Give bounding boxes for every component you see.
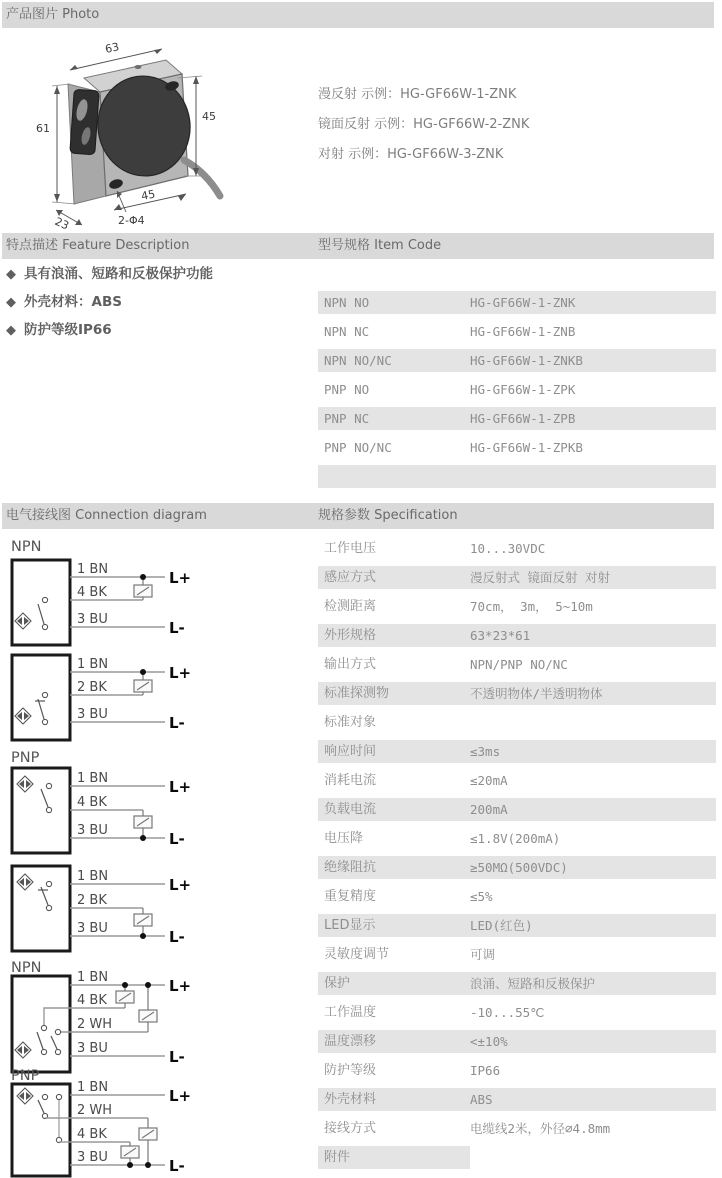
diamond-bullet-icon: ◆ bbox=[6, 295, 16, 310]
spec-label: 接线方式 bbox=[324, 1121, 377, 1136]
dimension-label-width: 63 bbox=[103, 40, 121, 56]
sensor-box bbox=[12, 655, 70, 740]
feature-item bbox=[6, 266, 306, 294]
item-code-row-empty bbox=[318, 465, 716, 488]
model-examples bbox=[318, 88, 529, 178]
wiring-diagram-pnp-nc bbox=[5, 860, 255, 960]
spec-row bbox=[318, 1030, 716, 1053]
diagram-type-label: NPN bbox=[11, 539, 42, 555]
terminal-plus-label: L+ bbox=[169, 664, 192, 682]
spec-row bbox=[318, 537, 716, 560]
item-code-type: PNP NO/NC bbox=[324, 440, 392, 455]
spec-row bbox=[318, 624, 716, 647]
spec-label: 工作电压 bbox=[324, 541, 377, 556]
wire-label: 1 BN bbox=[77, 562, 109, 577]
dim-arrow bbox=[70, 65, 78, 70]
feature-text: 具有浪涌、短路和反极保护功能 bbox=[24, 266, 213, 282]
terminal-minus-label: L- bbox=[169, 1048, 185, 1066]
spec-label: 外壳材料 bbox=[324, 1092, 377, 1107]
section-title-features: 特点描述 Feature Description bbox=[6, 238, 190, 253]
section-header-features-itemcode bbox=[2, 233, 714, 259]
spec-row bbox=[318, 682, 716, 705]
sensor-box bbox=[12, 976, 70, 1072]
spec-row bbox=[318, 885, 716, 908]
spec-label: 附件 bbox=[318, 1146, 470, 1169]
dimension-label-height: 61 bbox=[36, 122, 50, 135]
contact-terminal bbox=[41, 1049, 46, 1054]
terminal-minus-label: L- bbox=[169, 619, 185, 637]
dim-arrow bbox=[54, 194, 60, 202]
wire-label: 3 BU bbox=[77, 823, 108, 838]
spec-row bbox=[318, 943, 716, 966]
section-title-photo: 产品图片 Photo bbox=[6, 7, 100, 22]
spec-value: ≤3ms bbox=[470, 744, 501, 759]
spec-row bbox=[318, 972, 716, 995]
spec-row bbox=[318, 740, 716, 763]
terminal-minus-label: L- bbox=[169, 830, 185, 848]
item-code-type: NPN NO bbox=[324, 295, 370, 310]
contact-terminal bbox=[42, 719, 47, 724]
contact-terminal bbox=[46, 905, 51, 910]
terminal-plus-label: L+ bbox=[169, 876, 192, 894]
spec-row bbox=[318, 827, 716, 850]
dim-arrow bbox=[114, 204, 122, 210]
wire-label: 1 BN bbox=[77, 1080, 109, 1095]
contact-terminal bbox=[46, 783, 51, 788]
item-code-value: HG-GF66W-1-ZPKB bbox=[470, 440, 583, 455]
spec-label: 电压降 bbox=[324, 831, 364, 846]
contact-terminal bbox=[46, 881, 51, 886]
sensor-box bbox=[12, 560, 70, 645]
junction-dot bbox=[140, 574, 146, 580]
item-code-type: PNP NO bbox=[324, 382, 370, 397]
spec-label: 工作温度 bbox=[324, 1005, 377, 1020]
spec-value: 200mA bbox=[470, 802, 508, 817]
feature-list bbox=[6, 266, 306, 350]
wire-label: 2 BK bbox=[77, 680, 107, 695]
terminal-minus-label: L- bbox=[169, 928, 185, 946]
spec-value: 漫反射式 镜面反射 对射 bbox=[470, 570, 611, 585]
spec-label: 消耗电流 bbox=[324, 773, 377, 788]
terminal-plus-label: L+ bbox=[169, 977, 192, 995]
wire-label: 2 WH bbox=[77, 1017, 113, 1032]
dimension-label-depth: 23 bbox=[52, 214, 71, 233]
item-code-row bbox=[318, 349, 716, 372]
spec-row bbox=[318, 914, 716, 937]
spec-value: 电缆线2米，外径∅4.8mm bbox=[470, 1121, 611, 1136]
wiring-diagram-npn-no bbox=[5, 533, 255, 651]
junction-dot bbox=[122, 982, 128, 988]
feature-item bbox=[6, 322, 306, 350]
junction-dot bbox=[145, 1162, 151, 1168]
spec-label: 标准对象 bbox=[324, 715, 377, 730]
spec-value: ≤1.8V(200mA) bbox=[470, 831, 561, 846]
dimension-label-lens: 45 bbox=[202, 110, 216, 123]
spec-row bbox=[318, 798, 716, 821]
contact-terminal bbox=[46, 807, 51, 812]
wire-label: 3 BU bbox=[77, 612, 108, 627]
spec-label: 负载电流 bbox=[324, 802, 377, 817]
item-code-value: HG-GF66W-1-ZPK bbox=[470, 382, 576, 397]
spec-value: <±10% bbox=[470, 1034, 508, 1049]
spec-row bbox=[318, 653, 716, 676]
spec-value: LED(红色) bbox=[470, 918, 533, 933]
spec-label: 绝缘阻抗 bbox=[324, 860, 377, 875]
wire-label: 3 BU bbox=[77, 1150, 108, 1165]
dim-arrow bbox=[54, 86, 60, 94]
spec-value: 70cm， 3m， 5~10m bbox=[470, 599, 593, 614]
item-code-type: NPN NO/NC bbox=[324, 353, 392, 368]
dimension-label-span: 45 bbox=[140, 187, 157, 203]
spec-value: 63*23*61 bbox=[470, 628, 531, 643]
spec-row bbox=[318, 711, 716, 734]
contact-terminal bbox=[55, 1049, 60, 1054]
spec-row bbox=[318, 595, 716, 618]
item-code-type: NPN NC bbox=[324, 324, 370, 339]
item-code-row bbox=[318, 436, 716, 459]
wire-label: 3 BU bbox=[77, 707, 108, 722]
feature-text: 外壳材料：ABS bbox=[24, 294, 122, 310]
item-code-row bbox=[318, 407, 716, 430]
spec-row bbox=[318, 1117, 716, 1140]
dim-arrow bbox=[193, 76, 199, 84]
item-code-type: PNP NC bbox=[324, 411, 370, 426]
spec-value: 浪涌、短路和反极保护 bbox=[470, 976, 596, 991]
spec-row bbox=[318, 1001, 716, 1024]
dim-arrow bbox=[154, 49, 162, 54]
spec-value: 10...30VDC bbox=[470, 541, 546, 556]
spec-label: 重复精度 bbox=[324, 889, 377, 904]
spec-label: LED显示 bbox=[324, 918, 376, 933]
item-code-row bbox=[318, 320, 716, 343]
spec-label: 温度漂移 bbox=[324, 1034, 377, 1049]
contact-terminal bbox=[42, 597, 47, 602]
dim-ext bbox=[52, 84, 70, 86]
item-code-value: HG-GF66W-1-ZNK bbox=[470, 295, 576, 310]
item-code-value: HG-GF66W-1-ZPB bbox=[470, 411, 576, 426]
diagram-type-label: PNP bbox=[11, 750, 40, 766]
spec-value: ABS bbox=[470, 1092, 493, 1107]
model-example-through: 对射 示例：HG-GF66W-3-ZNK bbox=[318, 147, 504, 162]
wire-label: 4 BK bbox=[77, 1127, 107, 1142]
spec-label: 保护 bbox=[324, 976, 351, 991]
wiring-diagram-npn-4wire bbox=[5, 958, 255, 1078]
wire-label: 2 BK bbox=[77, 893, 107, 908]
spec-value: 不透明物体/半透明物体 bbox=[470, 686, 603, 701]
contact-terminal bbox=[42, 1094, 47, 1099]
diamond-bullet-icon: ◆ bbox=[6, 267, 16, 282]
section-title-itemcode: 型号规格 Item Code bbox=[318, 238, 442, 253]
contact-terminal bbox=[42, 624, 47, 629]
spec-row bbox=[318, 856, 716, 879]
spec-value: IP66 bbox=[470, 1063, 501, 1078]
section-title-connection: 电气接线图 Connection diagram bbox=[6, 508, 207, 523]
model-example-retro: 镜面反射 示例：HG-GF66W-2-ZNK bbox=[318, 117, 530, 132]
item-code-row bbox=[318, 291, 716, 314]
spec-value: ≤20mA bbox=[470, 773, 508, 788]
spec-label: 灵敏度调节 bbox=[324, 947, 390, 962]
diamond-bullet-icon: ◆ bbox=[6, 323, 16, 338]
top-hole bbox=[135, 65, 142, 69]
wire-label: 4 BK bbox=[77, 585, 107, 600]
junction-dot bbox=[127, 1162, 133, 1168]
contact-terminal bbox=[56, 1094, 61, 1099]
wire-label: 1 BN bbox=[77, 771, 109, 786]
section-header-photo bbox=[2, 2, 714, 28]
wire-label: 1 BN bbox=[77, 869, 109, 884]
junction-dot bbox=[140, 835, 146, 841]
wiring-diagram-pnp-no bbox=[5, 748, 255, 860]
spec-row bbox=[318, 1146, 716, 1169]
wire-label: 1 BN bbox=[77, 970, 109, 985]
spec-row bbox=[318, 566, 716, 589]
diagram-type-label: PNP bbox=[11, 1068, 40, 1084]
item-code-value: HG-GF66W-1-ZNB bbox=[470, 324, 576, 339]
spec-label: 输出方式 bbox=[324, 657, 377, 672]
spec-label: 响应时间 bbox=[324, 744, 377, 759]
contact-terminal bbox=[42, 692, 47, 697]
terminal-minus-label: L- bbox=[169, 1157, 185, 1175]
feature-item bbox=[6, 294, 306, 322]
terminal-minus-label: L- bbox=[169, 714, 185, 732]
spec-row bbox=[318, 1059, 716, 1082]
dimension-label-holes: 2-Φ4 bbox=[118, 214, 145, 227]
diagram-type-label: NPN bbox=[11, 960, 42, 976]
item-code-row bbox=[318, 378, 716, 401]
product-drawing bbox=[26, 34, 318, 236]
section-header-connection-spec bbox=[2, 503, 714, 529]
spec-label: 感应方式 bbox=[324, 570, 377, 585]
item-code-value: HG-GF66W-1-ZNKB bbox=[470, 353, 583, 368]
spec-value: ≥50MΩ(500VDC) bbox=[470, 860, 568, 875]
wire-label: 2 WH bbox=[77, 1103, 113, 1118]
spec-label: 防护等级 bbox=[324, 1063, 377, 1078]
terminal-plus-label: L+ bbox=[169, 778, 192, 796]
item-code-table bbox=[318, 291, 716, 494]
contact-terminal bbox=[41, 1025, 46, 1030]
dim-ext bbox=[52, 202, 76, 204]
wire-label: 1 BN bbox=[77, 657, 109, 672]
terminal-plus-label: L+ bbox=[169, 569, 192, 587]
sensor-cable bbox=[184, 160, 220, 196]
wire-label: 3 BU bbox=[77, 921, 108, 936]
spec-value: -10...55℃ bbox=[470, 1005, 545, 1020]
spec-value: ≤5% bbox=[470, 889, 493, 904]
spec-label: 标准探测物 bbox=[324, 686, 390, 701]
side-window bbox=[70, 89, 99, 155]
junction-dot bbox=[145, 982, 151, 988]
specification-table bbox=[318, 537, 716, 1175]
contact-terminal bbox=[55, 1029, 60, 1034]
terminal-plus-label: L+ bbox=[169, 1087, 192, 1105]
wiring-diagram-npn-nc bbox=[5, 648, 255, 748]
spec-value: 可调 bbox=[470, 947, 496, 962]
spec-row bbox=[318, 1088, 716, 1111]
spec-row bbox=[318, 769, 716, 792]
wire-label: 4 BK bbox=[77, 795, 107, 810]
wiring-diagram-pnp-4wire bbox=[5, 1066, 255, 1178]
model-example-diffuse: 漫反射 示例：HG-GF66W-1-ZNK bbox=[318, 87, 517, 102]
junction-dot bbox=[140, 933, 146, 939]
wire-label: 3 BU bbox=[77, 1041, 108, 1056]
section-title-specification: 规格参数 Specification bbox=[318, 508, 458, 523]
spec-label: 检测距离 bbox=[324, 599, 377, 614]
junction-dot bbox=[140, 669, 146, 675]
wire-label: 4 BK bbox=[77, 993, 107, 1008]
spec-label: 外形规格 bbox=[324, 628, 377, 643]
feature-text: 防护等级IP66 bbox=[24, 322, 112, 338]
spec-value: NPN/PNP NO/NC bbox=[470, 657, 568, 672]
